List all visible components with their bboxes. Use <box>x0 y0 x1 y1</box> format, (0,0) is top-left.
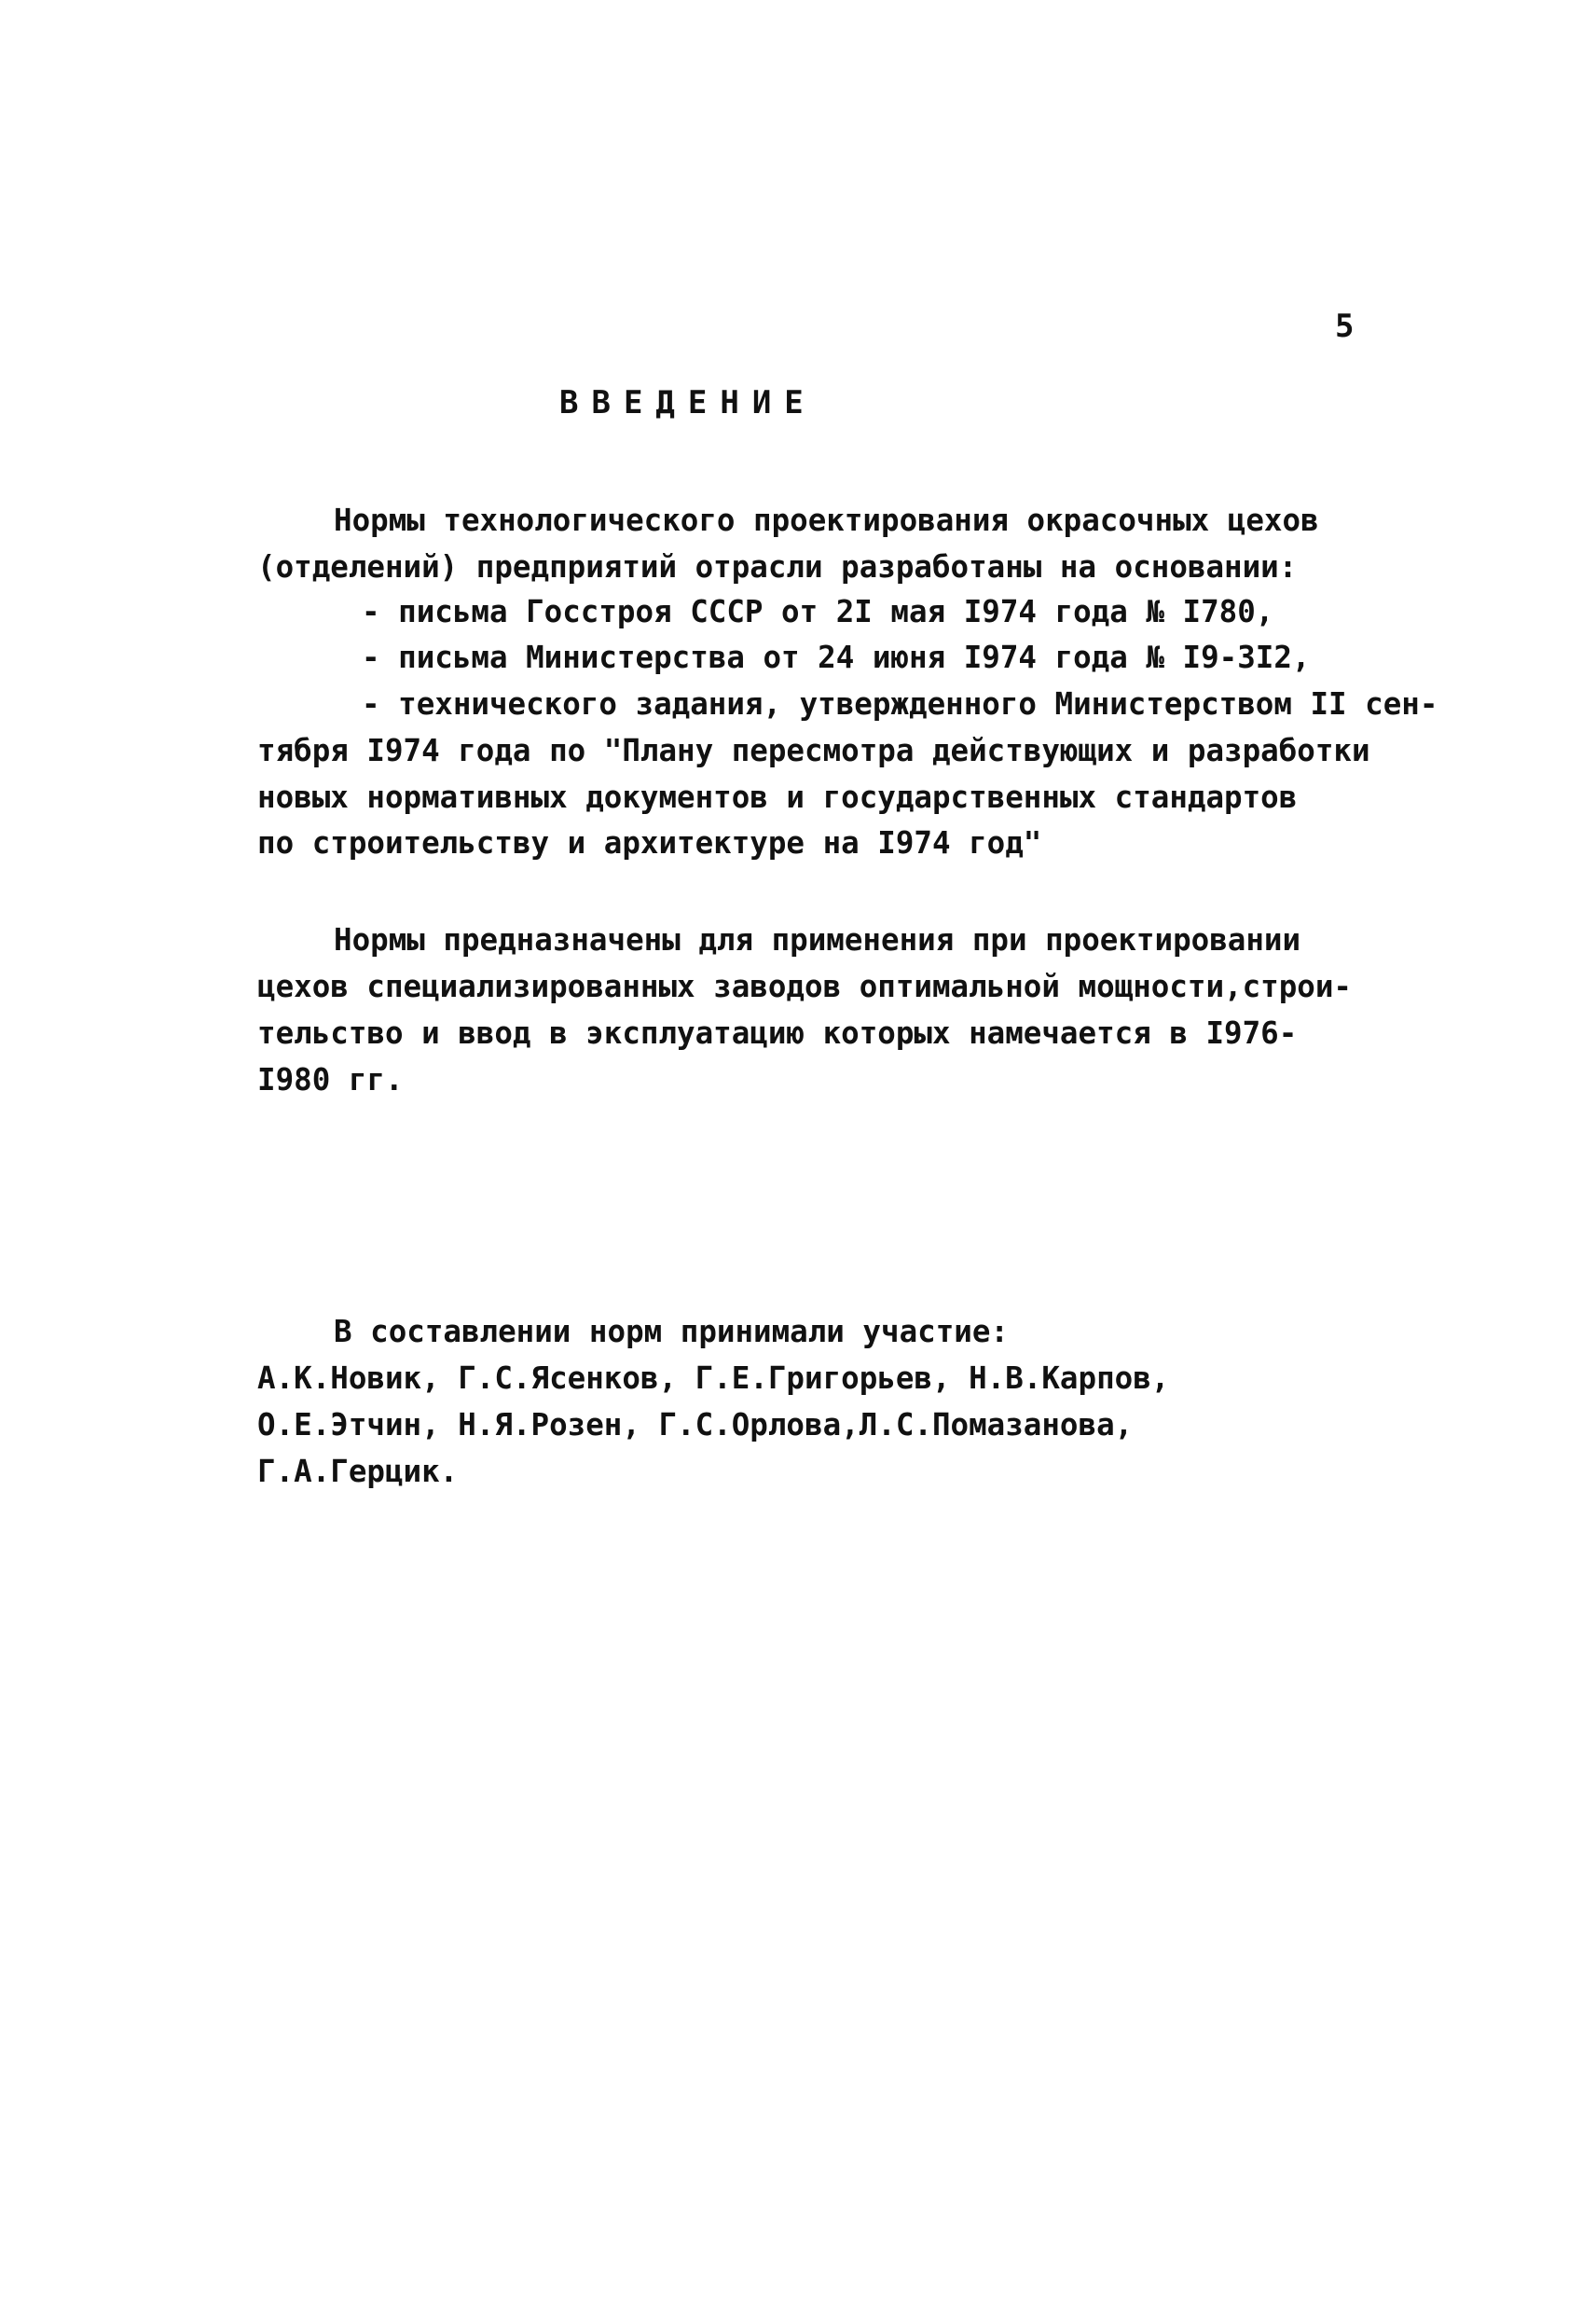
intro-line: тября I974 года по "Плану пересмотра действующих и разработки <box>257 733 1370 768</box>
intro-line: по строительству и архитектуре на I974 год" <box>257 825 1042 861</box>
authors-line: Г.А.Герцик. <box>257 1454 459 1489</box>
purpose-line: Нормы предназначены для применения при проектировании <box>334 922 1301 958</box>
intro-list-item: - письма Министерства от 24 июня I974 года № I9-3I2, <box>362 640 1311 675</box>
authors-line: А.К.Новик, Г.С.Ясенков, Г.Е.Григорьев, Н.В.Карпов, <box>257 1360 1170 1396</box>
intro-list-item: - письма Госстроя СССР от 2I мая I974 года № I780, <box>362 594 1274 629</box>
section-heading: ВВЕДЕНИЕ <box>559 384 817 421</box>
intro-line: Нормы технологического проектирования окрасочных цехов <box>334 503 1319 538</box>
page-number: 5 <box>1335 308 1355 345</box>
authors-intro-line: В составлении норм принимали участие: <box>334 1314 1009 1349</box>
intro-list-item: - технического задания, утвержденного Министерством II сен- <box>362 686 1438 722</box>
purpose-line: цехов специализированных заводов оптимальной мощности,строи- <box>257 969 1352 1004</box>
intro-line: новых нормативных документов и государственных стандартов <box>257 780 1298 815</box>
purpose-line: тельство и ввод в эксплуатацию которых намечается в I976- <box>257 1015 1298 1051</box>
authors-line: О.Е.Этчин, Н.Я.Розен, Г.С.Орлова,Л.С.Помазанова, <box>257 1407 1134 1442</box>
purpose-line: I980 гг. <box>257 1062 404 1097</box>
intro-line: (отделений) предприятий отрасли разработаны на основании: <box>257 549 1298 585</box>
